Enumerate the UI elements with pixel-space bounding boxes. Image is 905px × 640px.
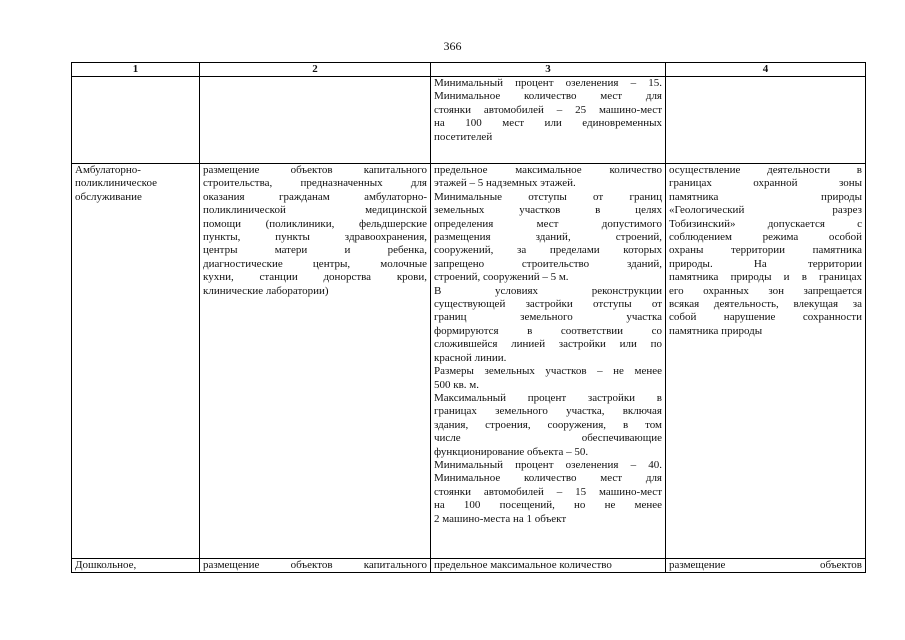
cell-r0-c3 [431, 77, 666, 164]
text-line: здания, строения, сооружения, в том [434, 418, 662, 431]
text-line: земельных участков в целях [434, 204, 662, 217]
text-line: Тобизинский» допускается с [669, 217, 862, 230]
text-line: функционирование объекта – 50. [434, 445, 589, 458]
zoning-table [71, 62, 866, 573]
text-line: осуществление деятельности в [669, 164, 862, 176]
text-line: поликлинической медицинской [203, 204, 427, 217]
text-line: 2 машино-места на 1 объект [434, 512, 567, 525]
text-line: границах земельного участка, включая [434, 405, 662, 418]
text-line: природы. На территории [669, 257, 862, 270]
cell-r2-c1 [72, 559, 200, 573]
text-line: Дошкольное, [75, 559, 137, 571]
header-col-2: 2 [200, 63, 431, 77]
text-line: определения мест допустимого [434, 217, 662, 230]
text-line: памятника природы [669, 190, 862, 203]
text-line: границах охранной зоны [669, 177, 862, 190]
table-header-row [72, 63, 866, 77]
cell-r2-c2 [200, 559, 431, 573]
text-line: Размеры земельных участков – не менее [434, 365, 662, 378]
text-line: клинические лаборатории) [203, 284, 329, 297]
cell-r2-c3 [431, 559, 666, 573]
cell-r2-c4 [666, 559, 866, 573]
text-line: обслуживание [75, 190, 142, 203]
text-line: строений, сооружений – 5 м. [434, 271, 569, 284]
cell-r1-c3 [431, 164, 666, 559]
cell-r0-c2 [200, 77, 431, 164]
text-line: Минимальное количество мест для [434, 472, 662, 485]
text-line: сложившейся линией застройки или по [434, 338, 662, 351]
text-line: числе обеспечивающие [434, 432, 662, 445]
text-line: поликлиническое [75, 177, 157, 190]
text-line: размещение объектов капитального [203, 164, 427, 176]
text-line: существующей застройки отступы от [434, 298, 662, 311]
table-row [72, 164, 866, 559]
text-line: В условиях реконструкции [434, 284, 662, 297]
text-line: запрещено строительство зданий, [434, 257, 662, 270]
text-line: «Геологический разрез [669, 204, 862, 217]
text-line: на 100 посещений, но не менее [434, 499, 662, 512]
text-line: его охранных зон запрещается [669, 284, 862, 297]
text-line: посетителей [434, 130, 493, 143]
text-line: кухни, станции донорства крови, [203, 271, 427, 284]
text-line: предельное максимальное количество [434, 559, 612, 571]
header-col-1: 1 [72, 63, 200, 77]
header-col-3: 3 [431, 63, 666, 77]
text-line: стоянки автомобилей – 25 машино-мест [434, 103, 662, 116]
text-line: красной линии. [434, 351, 507, 364]
cell-r1-c1 [72, 164, 200, 559]
text-line: Минимальные отступы от границ [434, 190, 662, 203]
text-line: границ земельного участка [434, 311, 662, 324]
text-line: Амбулаторно- [75, 164, 141, 176]
text-line: стоянки автомобилей – 15 машино-мест [434, 485, 662, 498]
text-line: размещение объектов [669, 559, 862, 571]
text-line: этажей – 5 надземных этажей. [434, 177, 576, 190]
text-line: собой нарушение сохранности [669, 311, 862, 324]
text-line: всякая деятельность, влекущая за [669, 298, 862, 311]
text-line: оказания гражданам амбулаторно- [203, 190, 427, 203]
text-line: размещения зданий, строений, [434, 231, 662, 244]
cell-r1-c2 [200, 164, 431, 559]
text-line: Минимальное количество мест для [434, 90, 662, 103]
text-line: помощи (поликлиники, фельдшерские [203, 217, 427, 230]
text-line: строительства, предназначенных для [203, 177, 427, 190]
cell-r1-c4 [666, 164, 866, 559]
text-line: диагностические центры, молочные [203, 257, 427, 270]
text-line: формируются в соответствии со [434, 324, 662, 337]
header-col-4: 4 [666, 63, 866, 77]
table-row [72, 559, 866, 573]
cell-r0-c4 [666, 77, 866, 164]
text-line: сооружений, за пределами которых [434, 244, 662, 257]
text-line: Минимальный процент озеленения – 15. [434, 77, 662, 89]
text-line: соблюдением режима особой [669, 231, 862, 244]
text-line: предельное максимальное количество [434, 164, 662, 176]
text-line: центры матери и ребенка, [203, 244, 427, 257]
text-line: 500 кв. м. [434, 378, 479, 391]
cell-r0-c1 [72, 77, 200, 164]
page-number: 366 [443, 39, 462, 53]
text-line: охраны территории памятника [669, 244, 862, 257]
table-row [72, 77, 866, 164]
text-line: Максимальный процент застройки в [434, 391, 662, 404]
text-line: Минимальный процент озеленения – 40. [434, 458, 662, 471]
text-line: памятника природы и в границах [669, 271, 862, 284]
text-line: размещение объектов капитального [203, 559, 427, 571]
text-line: на 100 мест или единовременных [434, 117, 662, 130]
text-line: памятника природы [669, 324, 763, 337]
text-line: пункты, пункты здравоохранения, [203, 231, 427, 244]
